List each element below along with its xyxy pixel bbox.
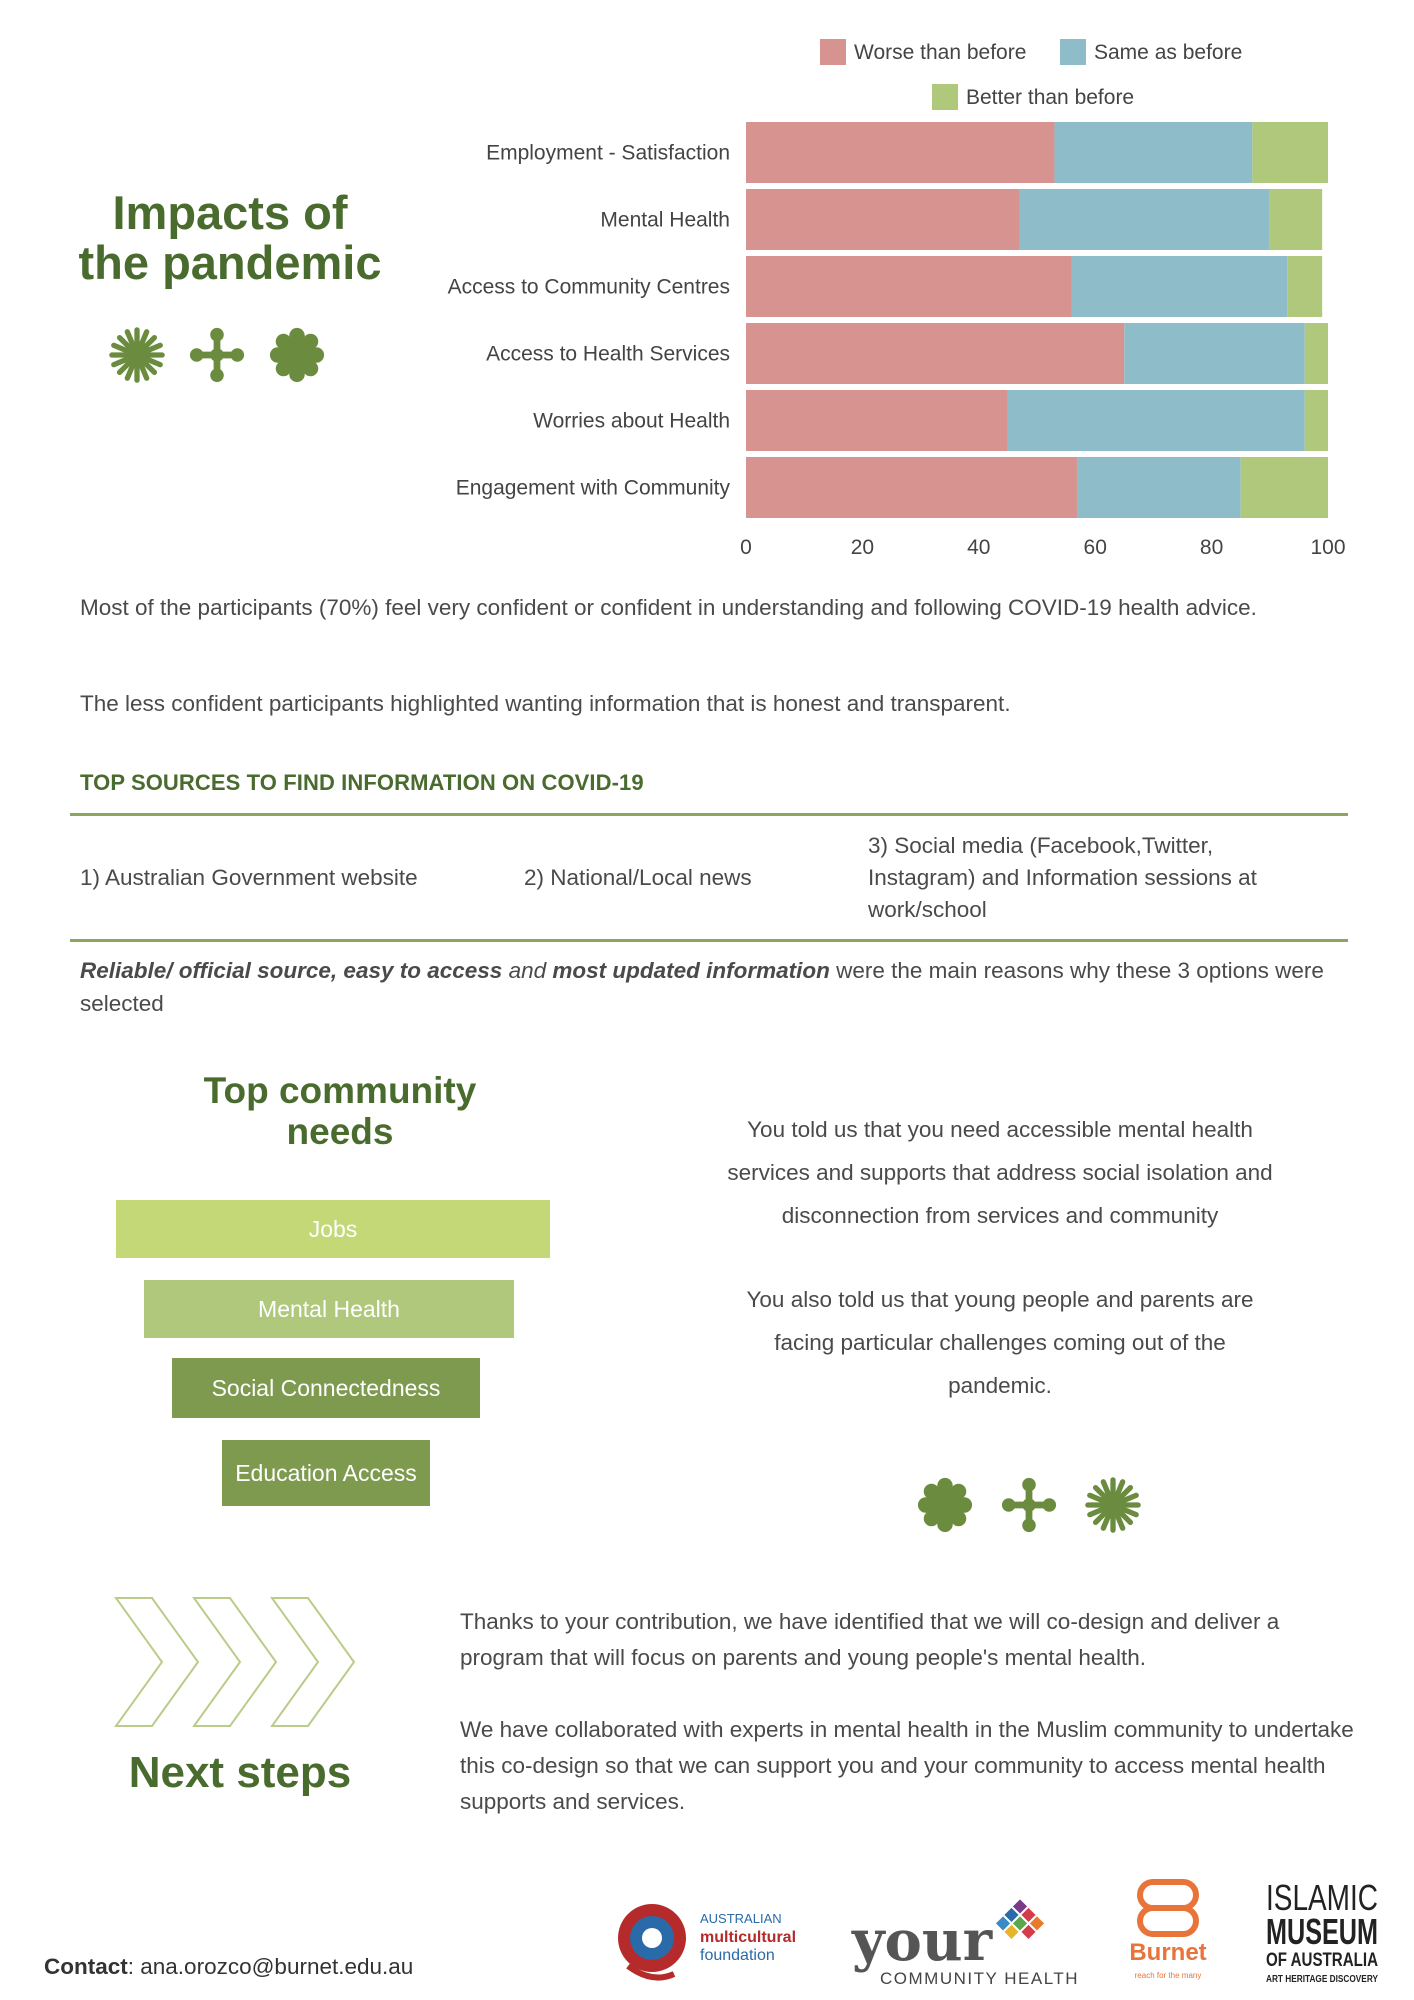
amf-line1: AUSTRALIAN: [700, 1911, 782, 1926]
category-label: Worries about Health: [533, 409, 730, 433]
bar-segment: [746, 390, 1008, 451]
next-steps-paragraph-1: Thanks to your contribution, we have identified that we will co-design and deliver a program that will focus on parents and young people's mental health.: [460, 1609, 1280, 1670]
ima-logo: [1262, 1876, 1382, 1988]
need-jobs: Jobs: [116, 1200, 550, 1258]
x-tick-label: 100: [1310, 536, 1346, 559]
bar-segment: [1287, 256, 1322, 317]
bar-segment: [1305, 323, 1328, 384]
need-mental-health: Mental Health: [144, 1280, 514, 1338]
reasons-bold-1: Reliable/ official source, easy to access: [80, 958, 503, 983]
bar-segment: [1124, 323, 1304, 384]
transparency-paragraph: The less confident participants highlighted wanting information that is honest and transparent.: [80, 691, 1011, 716]
starburst-icon: [108, 326, 166, 384]
legend-label: Better than before: [966, 86, 1135, 109]
sun-gear-icon: [916, 1476, 974, 1534]
page-title-line2: the pandemic: [78, 236, 382, 289]
reasons-bold-2: most updated information: [552, 958, 830, 983]
category-label: Access to Health Services: [486, 342, 730, 366]
bar-segment: [1241, 457, 1328, 518]
legend-label: Worse than before: [854, 41, 1027, 64]
starburst-icon: [1084, 1476, 1142, 1534]
need-social-connectedness: Social Connectedness: [172, 1358, 480, 1418]
legend-label: Same as before: [1094, 41, 1243, 64]
category-label: Mental Health: [600, 208, 730, 232]
ych-line1: your: [852, 1908, 993, 1974]
need-education-access: Education Access: [222, 1440, 430, 1506]
source-item-1: 1) Australian Government website: [80, 865, 418, 890]
amf-line3: foundation: [700, 1947, 775, 1964]
next-steps-paragraph-2: We have collaborated with experts in mental health in the Muslim community to undertake this co-design so that we can support you and your community to access mental health supports and services.: [460, 1717, 1354, 1814]
bar-segment: [746, 323, 1124, 384]
x-tick-label: 40: [967, 536, 991, 559]
bar-segment: [746, 457, 1078, 518]
source-item-2: 2) National/Local news: [524, 865, 752, 890]
ych-heart-mark: [996, 1899, 1044, 1947]
ima-line4: ART HERITAGE DISCOVERY: [1266, 1974, 1379, 1985]
confidence-paragraph: Most of the participants (70%) feel very confident or confident in understanding and following COVID-19 health advice.: [80, 595, 1257, 620]
x-tick-label: 60: [1083, 536, 1107, 559]
ima-line2: MUSEUM: [1266, 1911, 1378, 1952]
contact-separator: :: [127, 1954, 141, 1979]
x-tick-label: 0: [740, 536, 752, 559]
bar-segment: [1252, 122, 1328, 183]
legend-swatch: [1060, 39, 1086, 65]
x-tick-label: 80: [1199, 536, 1224, 559]
contact-label: Contact: [44, 1954, 128, 1979]
x-tick-label: 20: [850, 536, 875, 559]
page-title-line1: Impacts of: [112, 186, 348, 239]
sources-heading: TOP SOURCES TO FIND INFORMATION ON COVID-19: [80, 770, 644, 795]
reasons-rest: were the main reasons why these 3 options were selected: [80, 958, 1324, 1016]
burnet-logo: [1120, 1878, 1220, 1988]
bar-segment: [1305, 390, 1328, 451]
chevrons-graphic: [112, 1596, 362, 1728]
sun-gear-icon: [268, 326, 326, 384]
category-label: Engagement with Community: [455, 476, 730, 500]
source-item-3: 3) Social media (Facebook,Twitter, Instagram) and Information sessions at work/school: [868, 833, 1257, 922]
bar-segment: [1054, 122, 1252, 183]
ima-line3: OF AUSTRALIA: [1266, 1950, 1379, 1971]
needs-title-line2: needs: [286, 1111, 394, 1152]
legend-swatch: [820, 39, 846, 65]
bar-segment: [1078, 457, 1241, 518]
bar-segment: [746, 122, 1054, 183]
amf-line2: multicultural: [700, 1929, 797, 1946]
bar-segment: [1270, 189, 1322, 250]
divider-bottom: [70, 939, 1348, 942]
needs-text-1: You told us that you need accessible mental health services and supports that address social isolation and disconnection from services and community: [727, 1117, 1273, 1228]
bar-segment: [1072, 256, 1287, 317]
category-label: Employment - Satisfaction: [486, 141, 730, 165]
clover-cross-icon: [1000, 1476, 1058, 1534]
stacked-bar-chart: [420, 30, 1380, 560]
ima-line1: ISLAMIC: [1266, 1877, 1378, 1918]
bar-segment: [746, 256, 1072, 317]
bar-segment: [1020, 189, 1270, 250]
sources-reasons: [80, 954, 1350, 1020]
next-steps-title: Next steps: [128, 1748, 352, 1797]
bar-segment: [746, 189, 1020, 250]
ych-logo: [850, 1898, 1090, 1988]
burnet-logo-mark: [1140, 1882, 1196, 1934]
contact: [44, 1954, 413, 1980]
needs-text-2: You also told us that young people and parents are facing particular challenges coming out of the pandemic.: [746, 1287, 1254, 1398]
ych-line2: COMMUNITY HEALTH: [880, 1969, 1080, 1988]
burnet-name: Burnet: [1129, 1939, 1207, 1966]
legend-swatch: [932, 84, 958, 110]
amf-logo: [608, 1896, 808, 1986]
divider-top: [70, 813, 1348, 816]
burnet-tagline: reach for the many: [1134, 1971, 1202, 1980]
bar-segment: [1008, 390, 1305, 451]
category-label: Access to Community Centres: [447, 275, 730, 299]
reasons-and: and: [502, 958, 553, 983]
decor-icons-top: [108, 326, 326, 384]
needs-title-line1: Top community: [203, 1070, 477, 1111]
page-title: [60, 188, 400, 288]
contact-email[interactable]: ana.orozco@burnet.edu.au: [140, 1954, 414, 1979]
decor-icons-bottom: [916, 1476, 1142, 1534]
needs-title: [150, 1070, 530, 1152]
clover-cross-icon: [188, 326, 246, 384]
